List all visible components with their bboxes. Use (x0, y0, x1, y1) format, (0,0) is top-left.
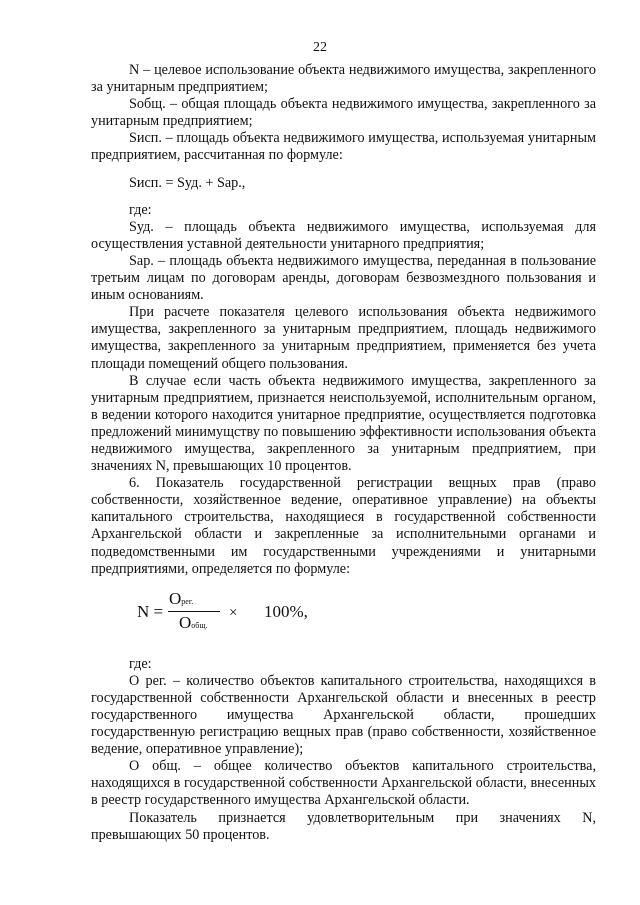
paragraph-s-statutory-definition: Sуд. – площадь объекта недвижимого имущества, используемая для осуществления уставной деятельности унитарного предприятия; (91, 218, 596, 252)
page-number: 22 (313, 40, 327, 55)
formula-denominator: Oобщ. (179, 612, 208, 632)
document-body (91, 62, 596, 844)
paragraph-n-definition: N – целевое использование объекта недвижимого имущества, закрепленного за унитарным предприятием; (91, 62, 596, 96)
formula-percent: 100%, (264, 601, 308, 621)
formula-numerator-sub: рег. (181, 596, 194, 606)
paragraph-s-rent-definition: Sар. – площадь объекта недвижимого имущества, переданная в пользование третьим лицам по договорам аренды, договорам безвозмездного пользования и иным основаниям. (91, 252, 596, 304)
paragraph-o-total-definition: О общ. – общее количество объектов капитального строительства, находящихся в государственной собственности Архангельской области, внесенных в реестр государственного имущества Архангельской области. (91, 758, 596, 809)
paragraph-threshold: Показатель признается удовлетворительным при значениях N, превышающих 50 процентов. (91, 809, 596, 843)
paragraph-o-reg-definition: О рег. – количество объектов капитального строительства, находящихся в государственной собственности Архангельской области и внесенных в реестр государственного имущества Архангельской области, прошедших государственную регистрацию вещных прав (право собственности, хозяйственное ведение, оперативное управление); (91, 672, 596, 758)
paragraph-indicator-6: 6. Показатель государственной регистрации вещных прав (право собственности, хозяйственное ведение, оперативное управление) на объекты капитального строительства, находящиеся в государственной собственности Архангельской области и закрепленные за исполнительными органами и подведомственными им государственными учреждениями и унитарными предприятиями, определяется по формуле: (91, 475, 596, 577)
paragraph-calculation-note: При расчете показателя целевого использования объекта недвижимого имущества, закрепленного за унитарным предприятием, площадь недвижимого имущества, закрепленного за унитарным предприятием, применяется без учета площади помещений общего пользования. (91, 304, 596, 372)
paragraph-s-total-definition: Sобщ. – общая площадь объекта недвижимого имущества, закрепленного за унитарным предприятием; (91, 96, 596, 130)
paragraph-s-used-definition: Sисп. – площадь объекта недвижимого имущества, используемая унитарным предприятием, рассчитанная по формуле: (91, 130, 596, 164)
formula-lhs: N = (137, 601, 164, 621)
formula-registration (91, 586, 596, 644)
fraction-bar (168, 611, 220, 612)
where-label-1: где: (129, 201, 152, 218)
paragraph-unused-part: В случае если часть объекта недвижимого имущества, закрепленного за унитарным предприятием, признается неиспользуемой, исполнительным органом, в ведении которого находится унитарное предприятие, осуществляется подготовка предложений минимущству по повышению эффективности использования объекта недвижимого имущества, закрепленного за унитарным предприятием, при значениях N, превышающих 10 процентов. (91, 372, 596, 475)
formula-times: × (229, 604, 238, 621)
where-label-2: где: (129, 655, 152, 672)
formula-s-used: Sисп. = Sуд. + Sар., (129, 174, 246, 191)
formula-denominator-sub: общ. (191, 620, 208, 630)
formula-numerator: Oрег. (169, 588, 194, 608)
